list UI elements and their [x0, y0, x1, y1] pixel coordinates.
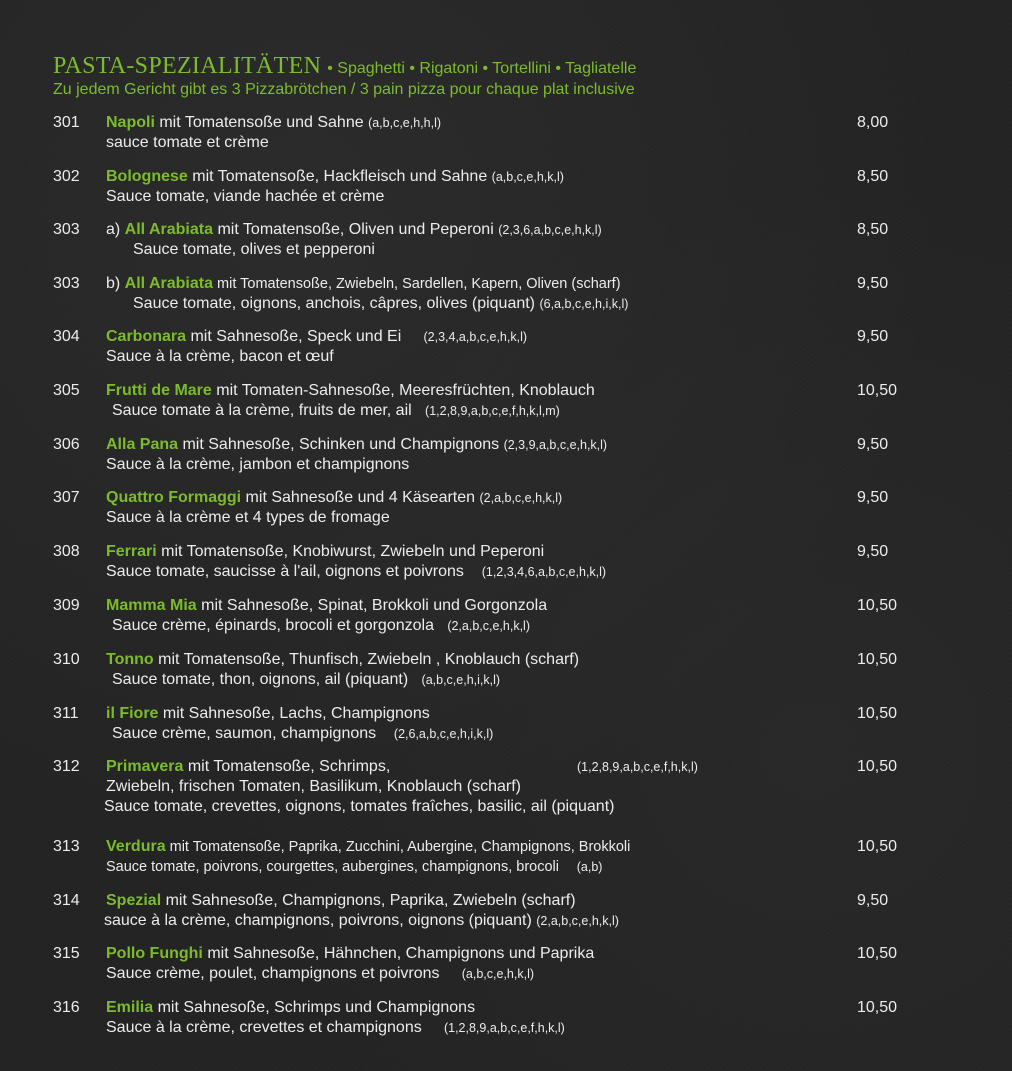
item-number: 310	[53, 651, 80, 668]
item-line-fr	[53, 724, 933, 744]
item-price: 9,50	[857, 489, 889, 506]
item-allergens: (a,b,c,e,h,i,k,l)	[421, 673, 501, 687]
item-line-fr	[53, 133, 933, 153]
item-description-fr: Sauce tomate, crevettes, oignons, tomates fraîches, basilic, ail (piquant)	[104, 798, 615, 815]
item-number: 304	[53, 328, 80, 345]
item-number: 313	[53, 838, 80, 855]
menu-item-311	[53, 704, 933, 744]
item-allergens: (2,3,9,a,b,c,e,h,k,l)	[503, 438, 608, 452]
item-description-fr: Sauce tomate, poivrons, courgettes, aubergines, champignons, brocoli	[106, 859, 559, 875]
pasta-types: • Spaghetti • Rigatoni • Tortellini • Tagliatelle	[327, 60, 637, 77]
item-line-fr	[53, 347, 933, 367]
item-description-fr: Sauce tomate, viande hachée et crème	[106, 188, 385, 205]
item-price: 9,50	[857, 436, 889, 453]
item-description-fr: Sauce à la crème, bacon et œuf	[106, 348, 334, 365]
item-line-de	[53, 327, 933, 347]
menu-item-314	[53, 891, 933, 931]
item-name: Frutti de Mare	[106, 382, 212, 399]
item-line-de	[53, 944, 933, 964]
item-description: mit Tomatensoße, Thunfisch, Zwiebeln , Knoblauch (scharf)	[153, 651, 580, 668]
item-name: Alla Pana	[106, 436, 179, 453]
item-line-fr	[53, 1018, 933, 1038]
item-description-de	[106, 944, 594, 964]
menu-item-305	[53, 381, 933, 421]
item-line-de	[53, 542, 933, 562]
item-description: mit Sahnesoße, Speck und Ei	[186, 328, 402, 345]
item-allergens: (6,a,b,c,e,h,i,k,l)	[539, 297, 629, 311]
item-allergens: (2,3,6,a,b,c,e,h,k,l)	[498, 223, 602, 237]
item-line-de	[53, 488, 933, 508]
menu-item-301	[53, 113, 933, 153]
item-line-de	[53, 220, 933, 240]
item-line-fr	[53, 857, 933, 877]
item-line-fr	[53, 401, 933, 421]
item-variant: a)	[106, 221, 125, 238]
item-number: 311	[53, 705, 79, 722]
item-line-de	[53, 274, 933, 294]
item-line-de	[53, 113, 933, 133]
item-name: Emilia	[106, 999, 154, 1016]
item-line-fr	[53, 797, 933, 817]
item-description-fr: Sauce crème, épinards, brocoli et gorgonzola	[112, 617, 434, 634]
item-name: Carbonara	[106, 328, 187, 345]
item-allergens: (2,a,b,c,e,h,k,l)	[447, 619, 530, 633]
item-description-de	[106, 542, 544, 562]
item-number: 312	[53, 758, 80, 775]
item-line-fr	[53, 562, 933, 582]
item-name: Primavera	[106, 758, 184, 775]
item-allergens: (1,2,8,9,a,b,c,e,f,h,k,l)	[577, 760, 698, 774]
item-line-de-2	[53, 777, 933, 797]
item-line-fr	[53, 240, 933, 260]
item-description: mit Sahnesoße, Spinat, Brokkoli und Gorgonzola	[196, 597, 548, 614]
item-description: mit Sahnesoße, Hähnchen, Champignons und Paprika	[202, 945, 595, 962]
item-name: il Fiore	[106, 705, 159, 722]
item-description-de-2: Zwiebeln, frischen Tomaten, Basilikum, Knoblauch (scharf)	[106, 778, 521, 795]
item-description-fr: Sauce à la crème et 4 types de fromage	[106, 509, 390, 526]
item-line-de	[53, 650, 933, 670]
item-description-fr-wrap	[106, 857, 602, 877]
item-description-de	[106, 891, 576, 911]
menu-item-309	[53, 596, 933, 636]
item-description: mit Tomaten-Sahnesoße, Meeresfrüchten, Knoblauch	[211, 382, 595, 399]
item-description-fr-wrap	[106, 1018, 565, 1038]
item-description-fr: Sauce tomate à la crème, fruits de mer, ail	[112, 402, 412, 419]
item-price: 10,50	[857, 705, 898, 722]
item-description-fr-wrap	[112, 724, 493, 744]
item-description-fr-wrap	[104, 911, 619, 931]
menu-item-315	[53, 944, 933, 984]
item-description: mit Sahnesoße, Schrimps und Champignons	[153, 999, 476, 1016]
item-description-fr: Sauce tomate, thon, oignons, ail (piquant)	[112, 671, 409, 688]
menu-item-312	[53, 757, 933, 817]
item-description-fr-wrap	[112, 616, 530, 636]
item-description-fr-wrap	[112, 401, 560, 421]
item-number: 301	[53, 114, 80, 131]
item-variant: b)	[106, 275, 125, 292]
item-line-fr	[53, 455, 933, 475]
item-name: All Arabiata	[124, 221, 213, 238]
item-number: 305	[53, 382, 80, 399]
item-number: 306	[53, 436, 80, 453]
item-line-de	[53, 381, 933, 401]
item-number: 314	[53, 892, 80, 909]
item-number: 309	[53, 597, 80, 614]
item-name: Pollo Funghi	[106, 945, 203, 962]
item-allergens: (a,b,c,e,h,h,l)	[368, 116, 442, 130]
item-description-fr: Sauce crème, poulet, champignons et poivrons	[106, 965, 440, 982]
item-description: mit Tomatensoße, Zwiebeln, Sardellen, Kapern, Oliven (scharf)	[213, 276, 621, 292]
item-description-fr-wrap	[106, 964, 534, 984]
item-name: Tonno	[106, 651, 154, 668]
item-price: 10,50	[857, 945, 898, 962]
item-description-fr: Sauce à la crème, jambon et champignons	[106, 456, 410, 473]
menu-item-308	[53, 542, 933, 582]
item-price: 10,50	[857, 597, 898, 614]
item-price: 10,50	[857, 651, 898, 668]
item-allergens: (1,2,3,4,6,a,b,c,e,h,k,l)	[481, 565, 607, 579]
item-line-fr	[53, 670, 933, 690]
item-line-fr	[53, 508, 933, 528]
item-line-fr	[53, 616, 933, 636]
menu-item-306	[53, 435, 933, 475]
item-description: mit Sahnesoße, Lachs, Champignons	[158, 705, 430, 722]
item-description-fr-wrap	[133, 294, 628, 314]
item-line-fr	[53, 294, 933, 314]
item-description-fr: sauce à la crème, champignons, poivrons, oignons (piquant)	[104, 912, 532, 929]
item-price: 8,50	[857, 168, 889, 185]
item-name: Napoli	[106, 114, 155, 131]
item-line-de	[53, 998, 933, 1018]
item-name: Bolognese	[106, 168, 188, 185]
item-price: 10,50	[857, 838, 898, 855]
item-description: mit Sahnesoße und 4 Käsearten	[241, 489, 476, 506]
item-description: mit Sahnesoße, Champignons, Paprika, Zwiebeln (scharf)	[161, 892, 576, 909]
item-description-de	[106, 274, 621, 294]
item-line-de	[53, 837, 933, 857]
title-line	[53, 54, 953, 78]
item-name: Quattro Formaggi	[106, 489, 242, 506]
item-description-fr: Sauce à la crème, crevettes et champignons	[106, 1019, 422, 1036]
item-price: 10,50	[857, 382, 898, 399]
item-description-fr-wrap	[106, 562, 606, 582]
item-line-fr	[53, 187, 933, 207]
item-name: Mamma Mia	[106, 597, 197, 614]
item-allergens: (a,b,c,e,h,k,l)	[461, 967, 535, 981]
item-name: Ferrari	[106, 543, 157, 560]
menu-item-316	[53, 998, 933, 1038]
item-number: 303	[53, 275, 80, 292]
menu-item-302	[53, 167, 933, 207]
item-description-de	[106, 167, 564, 187]
item-line-de	[53, 596, 933, 616]
page-title: PASTA-SPEZIALITÄTEN	[53, 53, 322, 79]
item-price: 10,50	[857, 999, 898, 1016]
item-number: 302	[53, 168, 80, 185]
item-description: mit Tomatensoße, Schrimps,	[183, 758, 391, 775]
item-description-de	[106, 757, 390, 777]
item-allergens: (2,3,4,a,b,c,e,h,k,l)	[423, 330, 528, 344]
item-description-de	[106, 488, 562, 508]
item-price: 9,50	[857, 543, 889, 560]
item-description-fr: Sauce tomate, saucisse à l'ail, oignons et poivrons	[106, 563, 464, 580]
item-description-de	[106, 650, 579, 670]
item-name: Spezial	[106, 892, 162, 909]
page-subtitle: Zu jedem Gericht gibt es 3 Pizzabrötchen / 3 pain pizza pour chaque plat inclusive	[53, 81, 635, 98]
menu-item-303b	[53, 274, 933, 314]
item-description-fr: Sauce crème, saumon, champignons	[112, 725, 377, 742]
item-description: mit Tomatensoße, Paprika, Zucchini, Aubergine, Champignons, Brokkoli	[165, 839, 631, 855]
item-description-de	[106, 596, 547, 616]
item-line-de	[53, 704, 933, 724]
item-description: mit Tomatensoße und Sahne	[154, 114, 364, 131]
item-allergens: (a,b)	[576, 860, 603, 874]
menu-item-304	[53, 327, 933, 367]
item-name: Verdura	[106, 838, 166, 855]
item-description-de	[106, 327, 527, 347]
item-line-fr	[53, 911, 933, 931]
menu-item-303a	[53, 220, 933, 260]
menu-item-310	[53, 650, 933, 690]
item-description: mit Sahnesoße, Schinken und Champignons	[178, 436, 500, 453]
item-description-fr-wrap	[112, 670, 500, 690]
menu-item-307	[53, 488, 933, 528]
item-description: mit Tomatensoße, Hackfleisch und Sahne	[187, 168, 488, 185]
item-allergens: (2,a,b,c,e,h,k,l)	[536, 914, 619, 928]
item-number: 316	[53, 999, 80, 1016]
item-description: mit Tomatensoße, Oliven und Peperoni	[213, 221, 494, 238]
item-allergens: (2,a,b,c,e,h,k,l)	[479, 491, 563, 505]
item-price: 8,50	[857, 221, 889, 238]
item-number: 308	[53, 543, 80, 560]
menu-header	[53, 54, 953, 99]
item-allergens: (1,2,8,9,a,b,c,e,f,h,k,l,m)	[425, 404, 560, 418]
item-line-de	[53, 435, 933, 455]
item-number: 303	[53, 221, 80, 238]
item-description-de	[106, 435, 607, 455]
item-allergens: (2,6,a,b,c,e,h,i,k,l)	[393, 727, 494, 741]
item-price: 9,50	[857, 275, 889, 292]
item-description-de	[106, 704, 430, 724]
item-description-fr: Sauce tomate, olives et pepperoni	[133, 241, 375, 258]
item-allergens: (a,b,c,e,h,k,l)	[491, 170, 564, 184]
item-description: mit Tomatensoße, Knobiwurst, Zwiebeln und Peperoni	[156, 543, 545, 560]
item-description-de	[106, 998, 475, 1018]
item-number: 315	[53, 945, 80, 962]
item-number: 307	[53, 489, 80, 506]
item-name: All Arabiata	[124, 275, 213, 292]
item-price: 10,50	[857, 758, 898, 775]
item-description-fr: Sauce tomate, oignons, anchois, câpres, olives (piquant)	[133, 295, 536, 312]
item-line-de	[53, 167, 933, 187]
menu-item-313	[53, 837, 933, 877]
item-description-de	[106, 113, 441, 133]
item-line-de	[53, 891, 933, 911]
item-description-de	[106, 381, 595, 401]
item-price: 9,50	[857, 328, 889, 345]
item-line-fr	[53, 964, 933, 984]
item-description-fr: sauce tomate et crème	[106, 134, 269, 151]
item-allergens: (1,2,8,9,a,b,c,e,f,h,k,l)	[443, 1021, 565, 1035]
item-description-de	[106, 837, 630, 857]
item-price: 9,50	[857, 892, 889, 909]
item-line-de	[53, 757, 933, 777]
item-description-de	[106, 220, 602, 240]
item-price: 8,00	[857, 114, 889, 131]
